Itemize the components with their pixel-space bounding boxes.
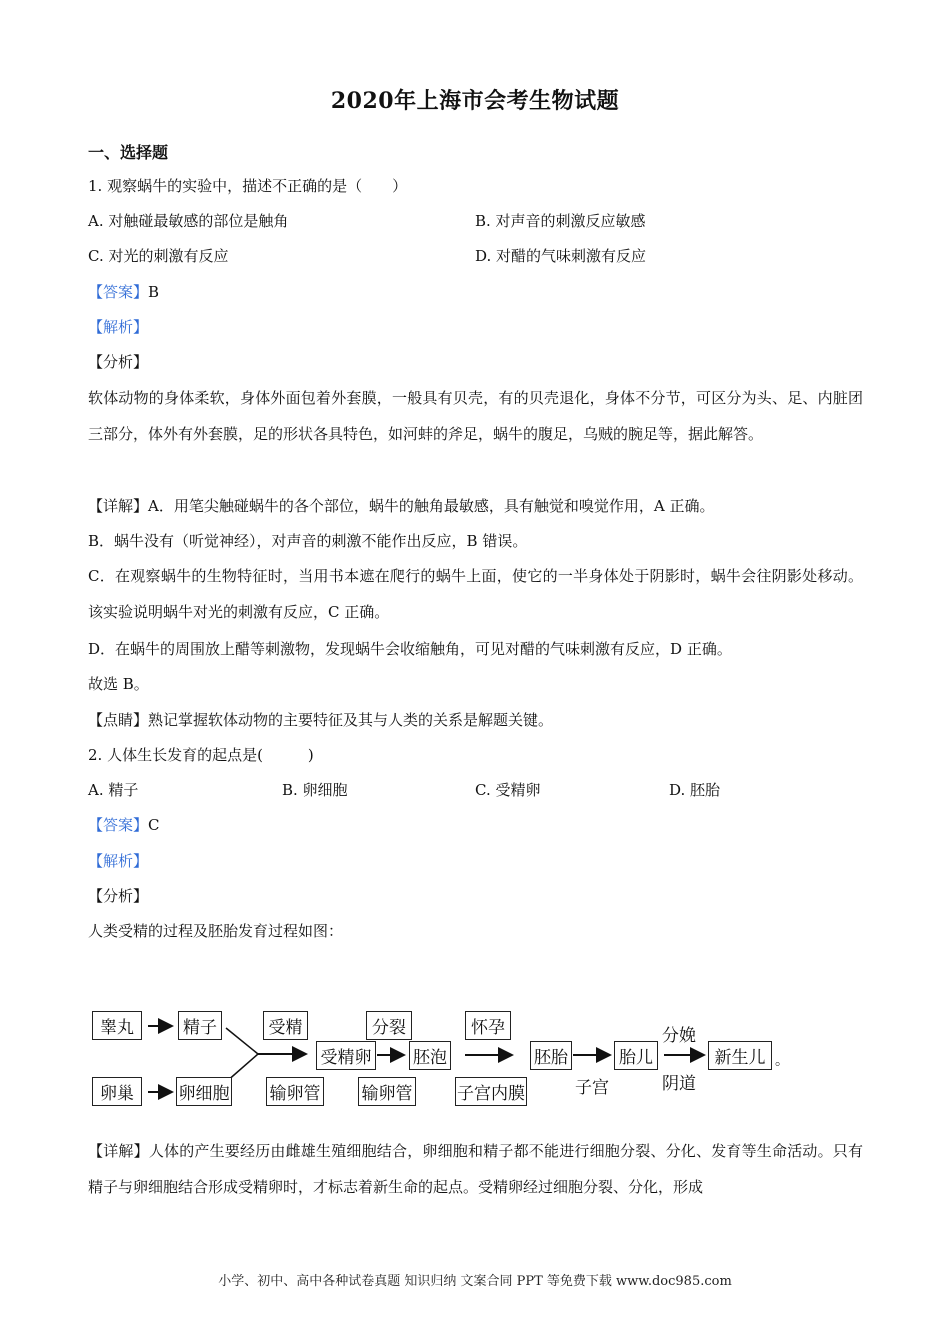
label-division: 分裂	[366, 1011, 412, 1040]
q2-answer	[88, 815, 160, 835]
q1-detail-b: B．蜗牛没有（听觉神经），对声音的刺激不能作出反应，B 错误。	[88, 532, 528, 550]
label-delivery: 分娩	[662, 1026, 696, 1046]
node-blastocyst: 胚泡	[409, 1041, 451, 1070]
q1-option-d: D. 对醋的气味刺激有反应	[475, 247, 647, 265]
answer-label: 【答案】	[88, 816, 149, 834]
label-endometrium: 子宫内膜	[455, 1077, 527, 1106]
q2-option-b: B. 卵细胞	[282, 781, 348, 799]
node-zygote: 受精卵	[316, 1041, 376, 1070]
q1-detail-d: D．在蜗牛的周围放上醋等刺激物，发现蜗牛会收缩触角，可见对醋的气味刺激有反应，D 正确。	[88, 640, 732, 658]
diagram-period: 。	[775, 1053, 789, 1069]
q2-option-d: D. 胚胎	[669, 781, 721, 799]
q1-dianjing	[88, 710, 553, 730]
question-1-stem: 1. 观察蜗牛的实验中，描述不正确的是（ ）	[88, 177, 408, 195]
node-embryo: 胚胎	[530, 1041, 572, 1070]
q2-detail	[88, 1133, 863, 1205]
page-footer: 小学、初中、高中各种试卷真题 知识归纳 文案合同 PPT 等免费下载 www.doc985.com	[218, 1274, 732, 1289]
detail-label: 【详解】	[88, 1142, 149, 1160]
node-ovary: 卵巢	[92, 1077, 142, 1106]
dianjing-label: 【点睛】	[88, 711, 149, 729]
q1-conclusion: 故选 B。	[88, 675, 149, 693]
q1-option-a: A. 对触碰最敏感的部位是触角	[88, 212, 289, 230]
merge-line-sperm	[226, 1028, 258, 1054]
q2-option-a: A. 精子	[88, 781, 139, 799]
label-vagina: 阴道	[662, 1074, 696, 1094]
q1-fenxi-text: 软体动物的身体柔软，身体外面包着外套膜，一般具有贝壳，有的贝壳退化，身体不分节，可区分为头、足、内脏团三部分，体外有外套膜，足的形状各具特色，如河蚌的斧足，蜗牛的腹足，乌贼的腕足等，据此解答。	[88, 389, 863, 443]
q2-fenxi-text: 人类受精的过程及胚胎发育过程如图：	[88, 922, 344, 940]
node-newborn: 新生儿	[708, 1041, 772, 1070]
label-fertilization: 受精	[263, 1011, 308, 1040]
page-title: 2020年上海市会考生物试题	[330, 88, 620, 114]
answer-value: C	[148, 816, 160, 834]
node-egg: 卵细胞	[176, 1077, 232, 1106]
label-oviduct-1: 输卵管	[266, 1077, 324, 1106]
label-pregnancy: 怀孕	[465, 1011, 511, 1040]
detail-a-text: A．用笔尖触碰蜗牛的各个部位，蜗牛的触角最敏感，具有触觉和嗅觉作用，A 正确。	[148, 497, 715, 515]
detail-text: 人体的产生要经历由雌雄生殖细胞结合，卵细胞和精子都不能进行细胞分裂、分化、发育等生命活动。只有精子与卵细胞结合形成受精卵时，才标志着新生命的起点。受精卵经过细胞分裂、分化，形成	[88, 1142, 863, 1196]
label-oviduct-2: 输卵管	[358, 1077, 416, 1106]
q1-fenxi-label: 【分析】	[88, 353, 149, 371]
node-sperm: 精子	[178, 1011, 222, 1040]
node-testis: 睾丸	[92, 1011, 142, 1040]
q1-detail-a	[88, 496, 714, 516]
q1-option-c: C. 对光的刺激有反应	[88, 247, 229, 265]
dianjing-text: 熟记掌握软体动物的主要特征及其与人类的关系是解题关键。	[148, 711, 554, 729]
q2-fenxi-label: 【分析】	[88, 887, 149, 905]
answer-label: 【答案】	[88, 283, 149, 301]
q2-option-c: C. 受精卵	[475, 781, 541, 799]
label-uterus: 子宫	[575, 1078, 609, 1098]
q1-answer	[88, 282, 159, 302]
node-fetus: 胎儿	[614, 1041, 658, 1070]
q1-option-b: B. 对声音的刺激反应敏感	[475, 212, 646, 230]
answer-value: B	[148, 283, 160, 301]
q2-analysis-label: 【解析】	[88, 852, 149, 870]
q1-detail-c: C．在观察蜗牛的生物特征时，当用书本遮在爬行的蜗牛上面，使它的一半身体处于阴影时，蜗牛会往阴影处移动。该实验说明蜗牛对光的刺激有反应，C 正确。	[88, 567, 863, 621]
section-heading: 一、选择题	[88, 143, 169, 162]
detail-label: 【详解】	[88, 497, 149, 515]
question-2-stem: 2. 人体生长发育的起点是( )	[88, 746, 314, 764]
q1-analysis-label: 【解析】	[88, 318, 149, 336]
